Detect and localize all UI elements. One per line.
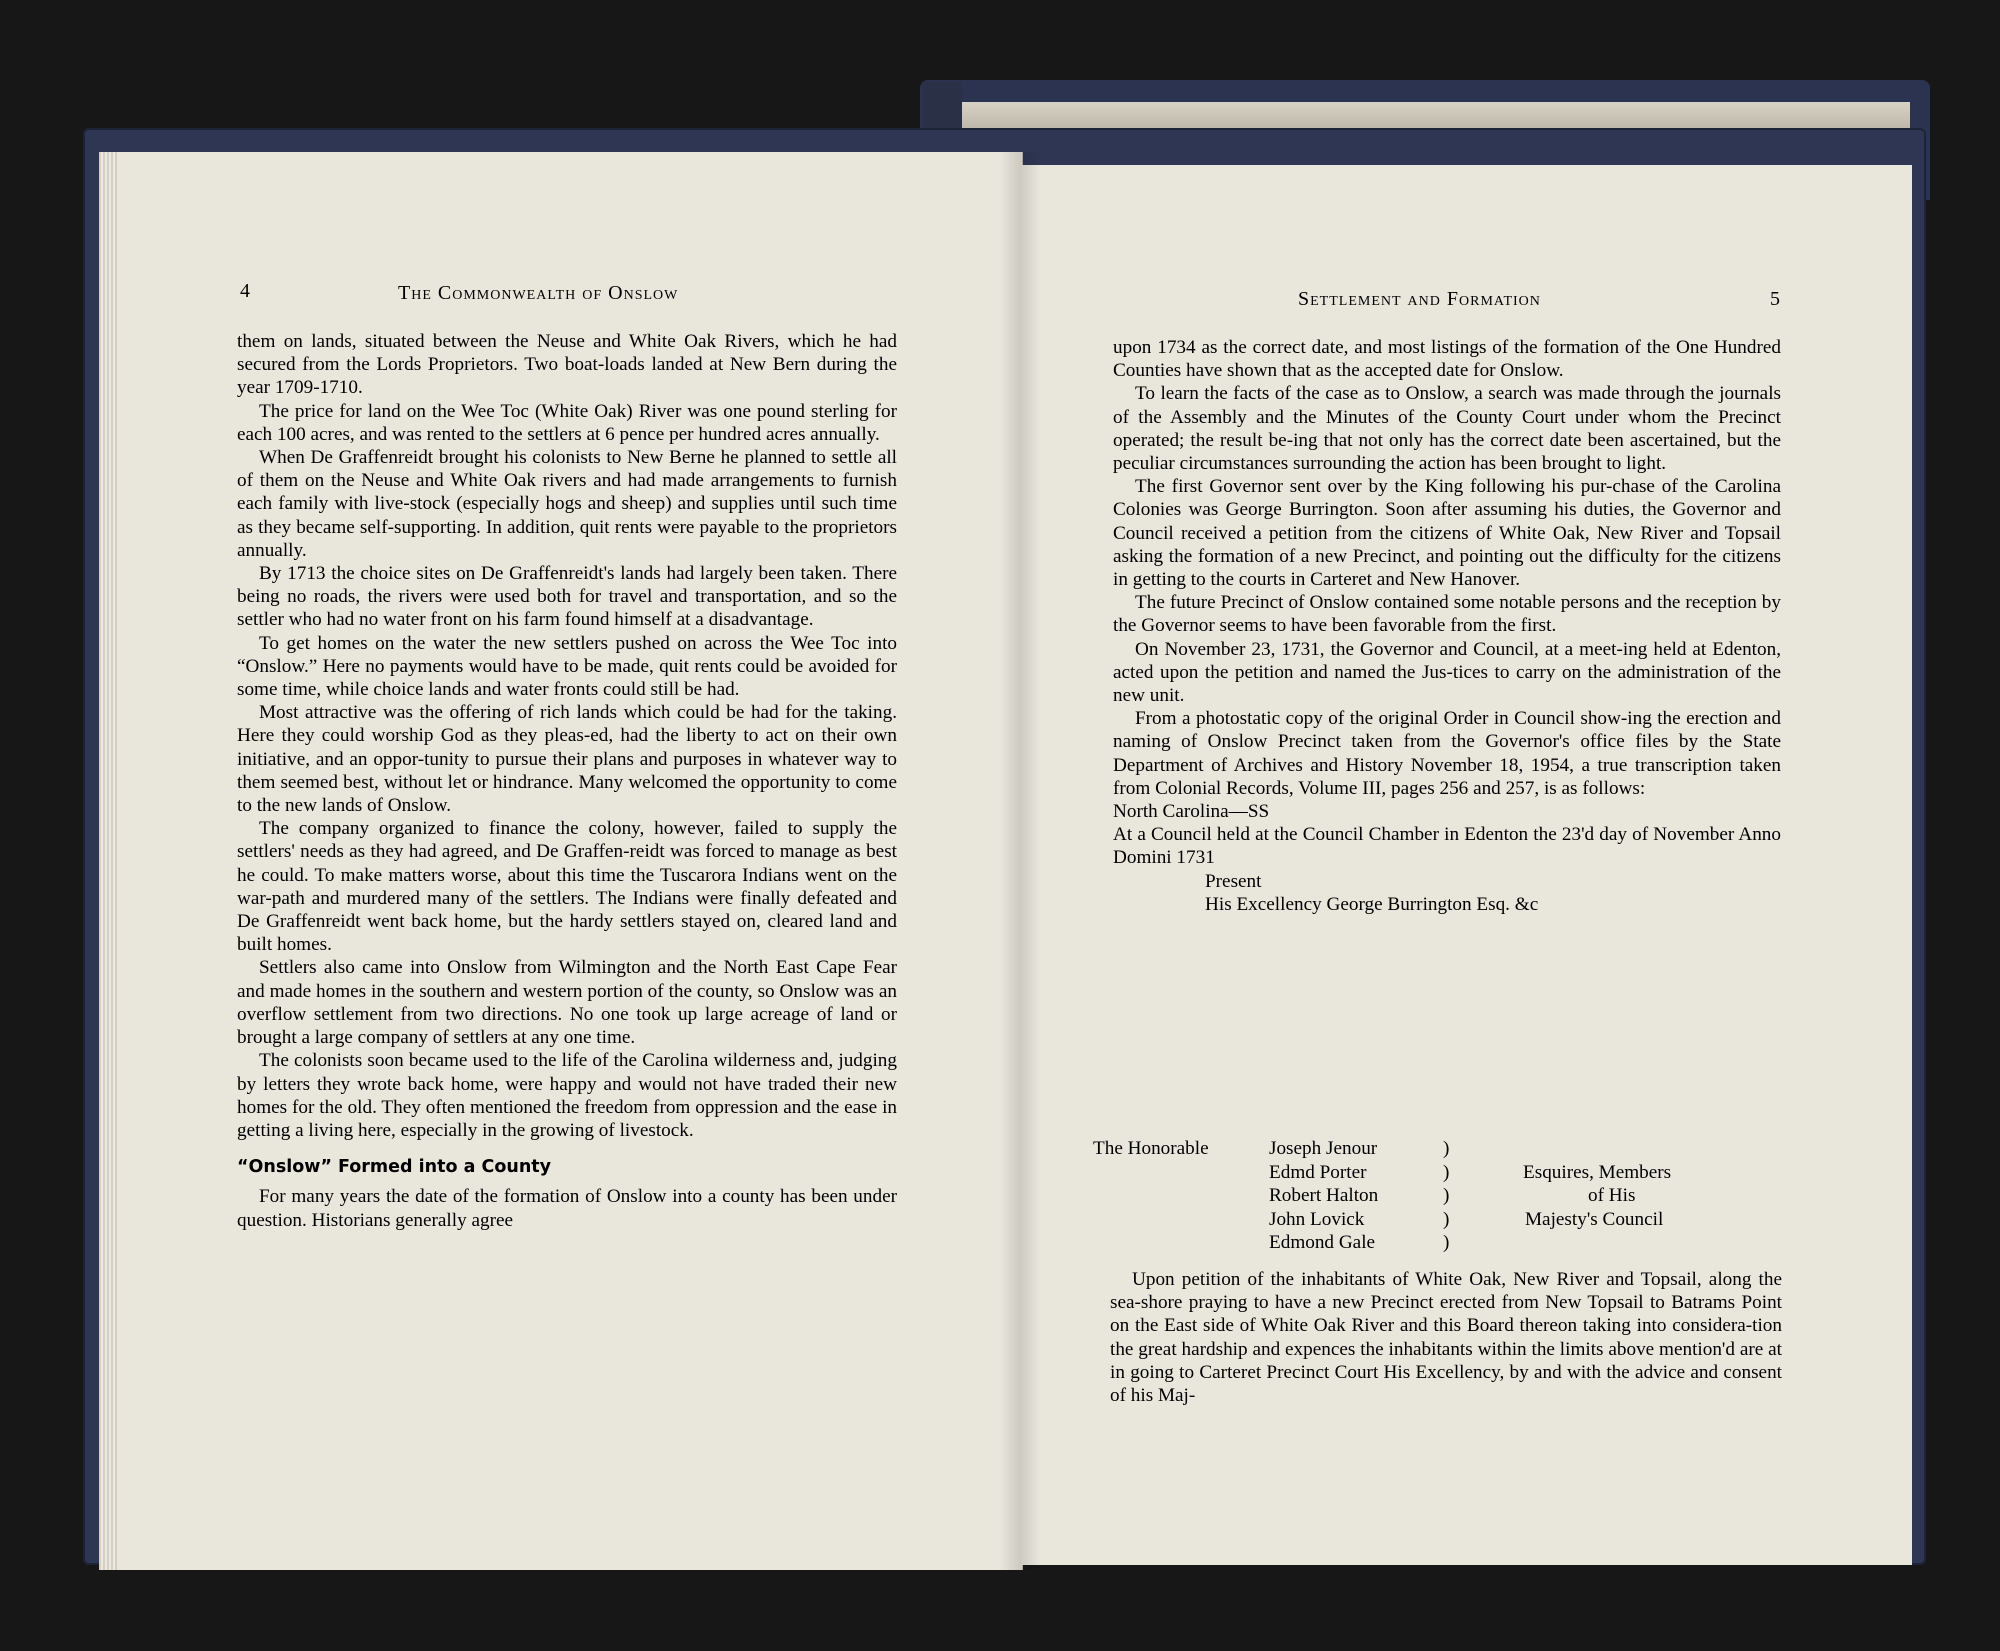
left-page-edges xyxy=(99,152,117,1570)
right-running-head: Settlement and Formation xyxy=(1298,288,1541,310)
section-subheading: “Onslow” Formed into a County xyxy=(237,1157,552,1178)
right-page-body xyxy=(1113,336,1781,916)
left-paragraph-2: The price for land on the Wee Toc (White Oak) River was one pound sterling for each 100 acres, and was rented to the settlers at 6 pence per hundred acres annually. xyxy=(237,400,897,445)
left-paragraph-9: The colonists soon became used to the life of the Carolina wilderness and, judging by letters they wrote back home, were happy and would not have traded their new homes for the old. They often mentioned the freedom from oppression and the ease in getting a living here, especially in the growing of livestock. xyxy=(237,1050,897,1141)
bracket-mark: ) xyxy=(1443,1161,1450,1183)
left-paragraph-4: By 1713 the choice sites on De Graffenreidt's lands had largely been taken. There being no roads, the rivers were used both for travel and transportation, and so the settler who had no water front on his farm found himself at a disadvantage. xyxy=(237,563,897,631)
left-page-number: 4 xyxy=(240,280,250,302)
book-gutter xyxy=(1000,152,1040,1570)
left-paragraph-3: When De Graffenreidt brought his colonists to New Berne he planned to settle all of them on the Neuse and White Oak rivers and had made arrangements to furnish each family with live-stock (especially hogs and sheep) and supplies until such time as they became self-supporting. In addition, quit rents were payable to the proprietors annually. xyxy=(237,447,897,561)
left-page-body xyxy=(237,330,897,1232)
left-running-head: The Commonwealth of Onslow xyxy=(398,282,679,304)
left-paragraph-7: The company organized to finance the colony, however, failed to supply the settlers' needs as they had agreed, and De Graffen-reidt was forced to manage as best he could. To make matters worse, about this time the Tuscarora Indians went on the war-path and murdered many of the settlers. The Indians were finally defeated and De Graffenreidt went back home, but the hardy settlers stayed on, cleared land and built homes. xyxy=(237,818,897,956)
right-paragraph-2: To learn the facts of the case as to Onslow, a search was made through the journals of the Assembly and the Minutes of the County Court under whom the Precinct operated; the result be-ing that not only has the correct date been ascertained, but the peculiar circumstances surrounding the action has been brought to light. xyxy=(1113,383,1781,475)
member-name: Edmd Porter xyxy=(1269,1161,1367,1183)
excellency-line: His Excellency George Burrington Esq. &c xyxy=(1205,893,1539,915)
member-name: John Lovick xyxy=(1269,1208,1365,1230)
member-name: Robert Halton xyxy=(1269,1185,1379,1206)
bracket-text: Majesty's Council xyxy=(1525,1208,1664,1230)
left-paragraph-1: them on lands, situated between the Neuse and White Oak Rivers, which he had secured from the Lords Proprietors. Two boat-loads landed at New Bern during the year 1709-1710. xyxy=(237,331,897,399)
right-page-number: 5 xyxy=(1770,288,1780,310)
bracket-mark: ) xyxy=(1443,1232,1450,1253)
council-line: At a Council held at the Council Chamber in Edenton the 23'd day of November Anno Domini 1731 xyxy=(1113,824,1781,869)
left-paragraph-5: To get homes on the water the new settlers pushed on across the Wee Toc into “Onslow.” Here no payments would have to be made, quit rents could be avoided for some time, while choice lands and water fronts could still be had. xyxy=(237,632,897,701)
left-final-paragraph: For many years the date of the formation of Onslow into a county has been under question. Historians generally agree xyxy=(237,1186,897,1231)
right-paragraph-6: From a photostatic copy of the original Order in Council show-ing the erection and naming of Onslow Precinct taken from the Governor's office files by the State Department of Archives and History November 18, 1954, a true transcription taken from Colonial Records, Volume III, pages 256 and 257, is as follows: xyxy=(1113,708,1781,799)
member-name: Joseph Jenour xyxy=(1269,1138,1378,1159)
document-heading: North Carolina—SS xyxy=(1113,801,1270,823)
bracket-mark: ) xyxy=(1443,1208,1450,1230)
bracket-text: Esquires, Members xyxy=(1523,1161,1672,1183)
closing-paragraph: Upon petition of the inhabitants of White Oak, New River and Topsail, along the sea-shore praying to have a new Precinct erected from New Topsail to Batrams Point on the East side of White Oak River and this Board thereon taking into considera-tion the great hardship and expences the inhabitants within the limits above mention'd are at in going to Carteret Precinct Court His Excellency, by and with the advice and consent of his Maj- xyxy=(1110,1269,1782,1407)
member-name: Edmond Gale xyxy=(1269,1232,1376,1253)
bracket-mark: ) xyxy=(1443,1138,1450,1159)
right-paragraph-1: upon 1734 as the correct date, and most listings of the formation of the One Hundred Counties have shown that as the accepted date for Onslow. xyxy=(1113,337,1781,382)
present-label: Present xyxy=(1205,870,1262,892)
bracket-mark: ) xyxy=(1443,1185,1450,1206)
bracket-text: of His xyxy=(1588,1185,1636,1206)
right-paragraph-3: The first Governor sent over by the King following his pur-chase of the Carolina Colonies was George Burrington. Soon after assuming his duties, the Governor and Council received a petition from the citizens of White Oak, New River and Topsail asking the formation of a new Precinct, and pointing out the difficulty for the citizens in getting to the courts in Carteret and New Hanover. xyxy=(1113,476,1781,591)
left-paragraph-8: Settlers also came into Onslow from Wilmington and the North East Cape Fear and made homes in the southern and western portion of the county, so Onslow was an overflow settlement from two directions. No one took up large acreage of land or brought a large company of settlers at any one time. xyxy=(237,957,897,1049)
council-roster xyxy=(1093,1137,1793,1267)
honorable-prefix: The Honorable xyxy=(1093,1138,1209,1159)
right-closing-body xyxy=(1110,1268,1782,1407)
left-paragraph-6: Most attractive was the offering of rich lands which could be had for the taking. Here they could worship God as they pleas-ed, had the liberty to act on their own initiative, and an oppor-tunity to pursue their plans and purposes in whatever way to them seemed best, without let or hindrance. Many welcomed the opportunity to come to the new lands of Onslow. xyxy=(237,702,897,817)
right-paragraph-4: The future Precinct of Onslow contained some notable persons and the reception by the Governor seems to have been favorable from the first. xyxy=(1113,592,1781,637)
right-paragraph-5: On November 23, 1731, the Governor and Council, at a meet-ing held at Edenton, acted upon the petition and named the Jus-tices to carry on the administration of the new unit. xyxy=(1113,638,1781,707)
